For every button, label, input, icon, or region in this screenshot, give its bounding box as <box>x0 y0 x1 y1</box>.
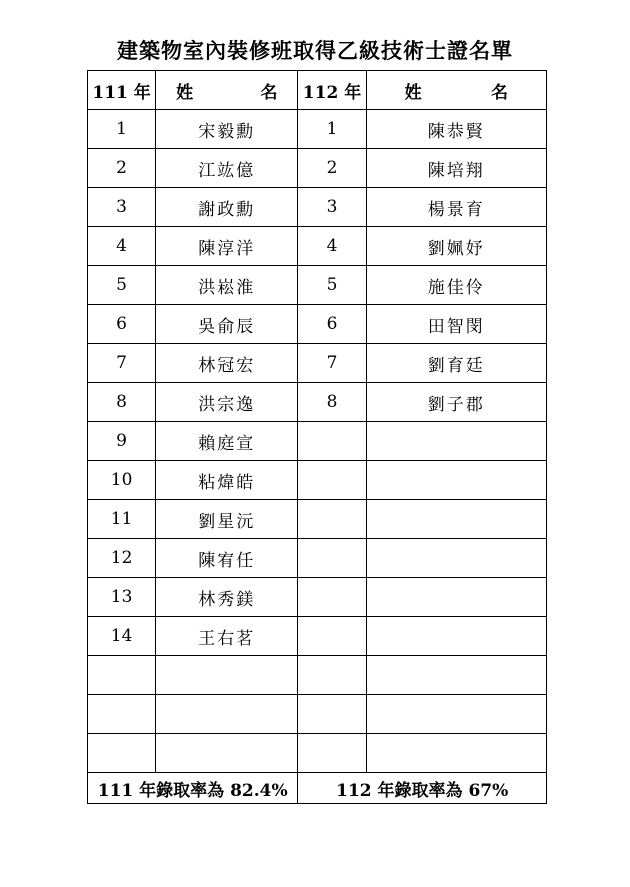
row-number-111: 13 <box>88 578 156 617</box>
student-name-112: 田智閔 <box>366 305 546 344</box>
row-number-112 <box>298 734 366 773</box>
row-number-112 <box>298 617 366 656</box>
row-number-112 <box>298 500 366 539</box>
roster-table <box>87 70 547 804</box>
student-name-112 <box>366 500 546 539</box>
table-row <box>88 734 547 773</box>
header-year-112: 112 年 <box>298 71 366 110</box>
student-name-111: 粘煒皓 <box>156 461 298 500</box>
row-number-111: 6 <box>88 305 156 344</box>
row-number-111: 12 <box>88 539 156 578</box>
row-number-112 <box>298 539 366 578</box>
table-row <box>88 149 547 188</box>
student-name-111: 吳俞辰 <box>156 305 298 344</box>
row-number-112: 1 <box>298 110 366 149</box>
row-number-112: 4 <box>298 227 366 266</box>
row-number-111: 3 <box>88 188 156 227</box>
header-name-surname: 姓 <box>404 82 422 103</box>
student-name-111: 陳宥任 <box>156 539 298 578</box>
student-name-111: 劉星沅 <box>156 500 298 539</box>
student-name-111 <box>156 695 298 734</box>
student-name-112: 劉姵妤 <box>366 227 546 266</box>
table-row <box>88 383 547 422</box>
student-name-111: 洪崧淮 <box>156 266 298 305</box>
roster-body <box>88 71 547 773</box>
student-name-112 <box>366 695 546 734</box>
row-number-111 <box>88 656 156 695</box>
header-row <box>88 71 547 110</box>
footer-row <box>88 773 547 804</box>
student-name-111: 洪宗逸 <box>156 383 298 422</box>
student-name-111: 賴庭宣 <box>156 422 298 461</box>
row-number-111 <box>88 695 156 734</box>
student-name-112: 陳培翔 <box>366 149 546 188</box>
student-name-111: 林秀鎂 <box>156 578 298 617</box>
row-number-111: 7 <box>88 344 156 383</box>
row-number-112 <box>298 656 366 695</box>
row-number-111: 11 <box>88 500 156 539</box>
row-number-112: 3 <box>298 188 366 227</box>
row-number-111: 8 <box>88 383 156 422</box>
table-row <box>88 656 547 695</box>
student-name-112: 楊景育 <box>366 188 546 227</box>
student-name-112 <box>366 617 546 656</box>
row-number-112: 6 <box>298 305 366 344</box>
row-number-112: 8 <box>298 383 366 422</box>
row-number-112: 2 <box>298 149 366 188</box>
table-row <box>88 695 547 734</box>
student-name-111: 王右茗 <box>156 617 298 656</box>
student-name-112 <box>366 422 546 461</box>
student-name-112 <box>366 734 546 773</box>
header-name-111 <box>156 71 298 110</box>
row-number-111 <box>88 734 156 773</box>
student-name-111: 陳淳洋 <box>156 227 298 266</box>
row-number-112 <box>298 578 366 617</box>
student-name-112 <box>366 578 546 617</box>
table-row <box>88 617 547 656</box>
table-row <box>88 461 547 500</box>
row-number-112 <box>298 422 366 461</box>
student-name-112: 施佳伶 <box>366 266 546 305</box>
row-number-111: 2 <box>88 149 156 188</box>
table-row <box>88 266 547 305</box>
header-name-given: 名 <box>260 82 278 103</box>
header-name-given: 名 <box>491 82 508 103</box>
table-row <box>88 110 547 149</box>
table-row <box>88 344 547 383</box>
row-number-112: 7 <box>298 344 366 383</box>
pass-rate-111: 111 年錄取率為 82.4% <box>88 773 298 804</box>
header-name-112 <box>366 71 546 110</box>
student-name-112 <box>366 461 546 500</box>
student-name-111 <box>156 734 298 773</box>
row-number-111: 4 <box>88 227 156 266</box>
pass-rate-112: 112 年錄取率為 67% <box>298 773 547 804</box>
student-name-112: 劉子郡 <box>366 383 546 422</box>
row-number-112 <box>298 695 366 734</box>
table-row <box>88 305 547 344</box>
student-name-112 <box>366 539 546 578</box>
row-number-111: 5 <box>88 266 156 305</box>
student-name-111: 林冠宏 <box>156 344 298 383</box>
row-number-111: 10 <box>88 461 156 500</box>
student-name-112: 劉育廷 <box>366 344 546 383</box>
table-row <box>88 422 547 461</box>
student-name-111: 謝政勳 <box>156 188 298 227</box>
header-year-111: 111 年 <box>88 71 156 110</box>
student-name-111: 宋毅勳 <box>156 110 298 149</box>
student-name-111 <box>156 656 298 695</box>
row-number-112 <box>298 461 366 500</box>
row-number-111: 9 <box>88 422 156 461</box>
student-name-112 <box>366 656 546 695</box>
row-number-111: 14 <box>88 617 156 656</box>
header-name-surname: 姓 <box>176 82 194 103</box>
row-number-111: 1 <box>88 110 156 149</box>
table-row <box>88 500 547 539</box>
student-name-112: 陳恭賢 <box>366 110 546 149</box>
table-row <box>88 188 547 227</box>
table-row <box>88 539 547 578</box>
page-title: 建築物室內裝修班取得乙級技術士證名單 <box>117 38 513 63</box>
table-row <box>88 227 547 266</box>
row-number-112: 5 <box>298 266 366 305</box>
student-name-111: 江竑億 <box>156 149 298 188</box>
table-row <box>88 578 547 617</box>
